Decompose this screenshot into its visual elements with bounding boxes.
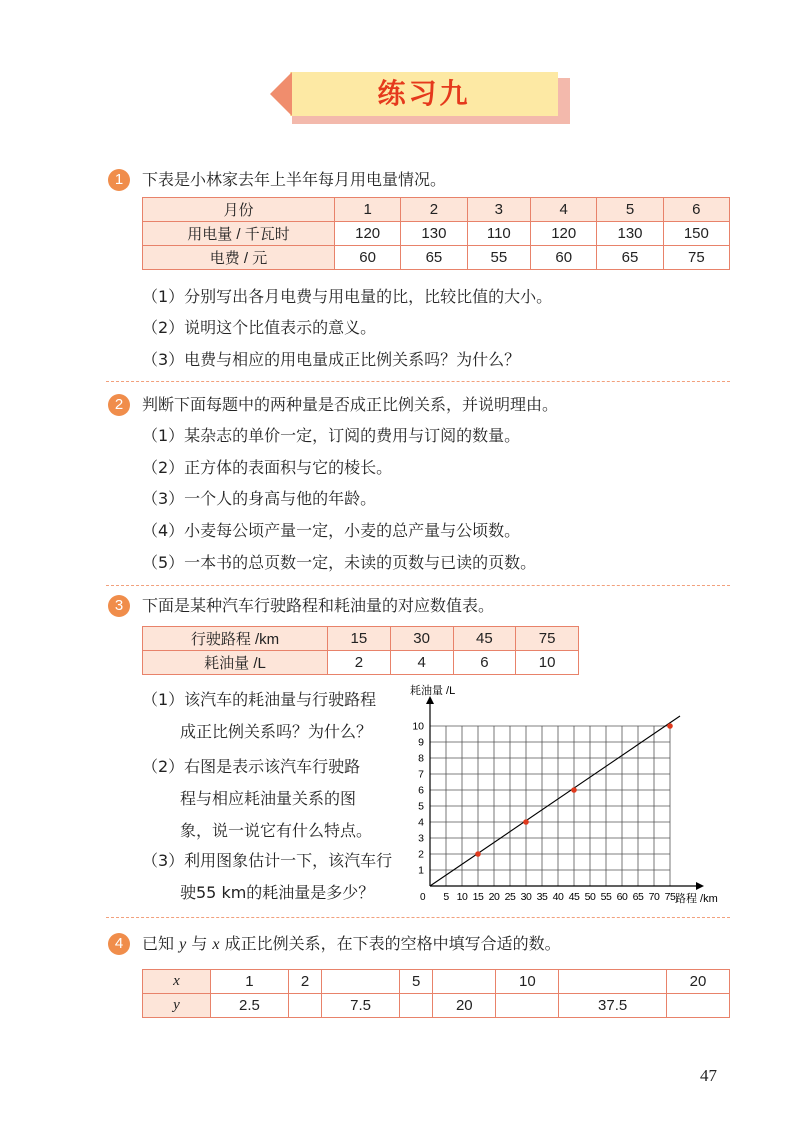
page-title: 练习九 — [377, 77, 471, 110]
question-2-sub-3: （3）一个人的身高与他的年龄。 — [142, 489, 377, 508]
x-tick-label: 30 — [520, 891, 532, 903]
table-cell: 10 — [516, 651, 579, 675]
chart-ticks — [412, 721, 676, 904]
y-tick-label: 7 — [418, 768, 424, 781]
table-cell: 15 — [328, 627, 391, 651]
y-tick-label: 2 — [418, 848, 424, 861]
fuel-distance-chart — [400, 680, 740, 910]
data-point — [523, 819, 529, 825]
y-tick-label: 4 — [418, 816, 424, 829]
y-axis-arrow — [426, 696, 434, 704]
table-cell: 10 — [496, 970, 559, 994]
electricity-table — [142, 197, 730, 270]
question-1-text: 下表是小林家去年上半年每月用电量情况。 — [142, 170, 447, 189]
question-3-sub-1a: （1）该汽车的耗油量与行驶路程 — [142, 690, 377, 709]
table-cell: 75 — [516, 627, 579, 651]
table-row-label: 行驶路程 /km — [143, 627, 328, 651]
table-cell: 65 — [597, 246, 663, 270]
table-row — [143, 222, 730, 246]
question-3-sub-2b: 程与相应耗油量关系的图 — [180, 789, 357, 808]
x-tick-label: 10 — [456, 891, 468, 903]
table-row-label: y — [143, 994, 211, 1018]
question-1-sub-3: （3）电费与相应的用电量成正比例关系吗？为什么？ — [142, 350, 521, 369]
x-tick-label: 15 — [472, 891, 484, 903]
table-cell: 60 — [335, 246, 401, 270]
table-cell: 20 — [666, 970, 729, 994]
table-cell: 2 — [401, 198, 467, 222]
chart-origin-label: 0 — [420, 892, 426, 903]
question-2-sub-4: （4）小麦每公顷产量一定，小麦的总产量与公顷数。 — [142, 521, 521, 540]
table-cell: 75 — [663, 246, 729, 270]
q4-text-mid: 与 — [191, 934, 208, 953]
table-row-label: x — [143, 970, 211, 994]
table-cell: 5 — [597, 198, 663, 222]
banner-arrow-tip — [270, 72, 292, 116]
chart-x-axis-label: 路程 /km — [675, 893, 718, 905]
x-tick-label: 70 — [648, 891, 660, 903]
question-2-sub-1: （1）某杂志的单价一定，订阅的费用与订阅的数量。 — [142, 426, 521, 445]
question-4-text — [142, 933, 561, 956]
table-cell: 55 — [467, 246, 530, 270]
table-cell — [666, 994, 729, 1018]
table-cell: 37.5 — [559, 994, 667, 1018]
y-tick-label: 8 — [418, 752, 424, 765]
q4-text-post: 成正比例关系，在下表的空格中填写合适的数。 — [224, 934, 561, 953]
x-tick-label: 25 — [504, 891, 516, 903]
table-cell: 120 — [531, 222, 597, 246]
table-cell — [288, 994, 321, 1018]
title-banner — [270, 72, 566, 120]
x-tick-label: 55 — [600, 891, 612, 903]
table-cell: 月份 — [143, 198, 335, 222]
table-cell: 20 — [433, 994, 496, 1018]
x-tick-label: 5 — [443, 891, 449, 903]
question-3-sub-3a: （3）利用图象估计一下，该汽车行 — [142, 851, 393, 870]
y-tick-label: 10 — [412, 720, 424, 733]
y-tick-label: 3 — [418, 832, 424, 845]
table-row — [143, 246, 730, 270]
table-cell — [559, 970, 667, 994]
y-tick-label: 6 — [418, 784, 424, 797]
divider — [106, 585, 730, 586]
table-cell: 3 — [467, 198, 530, 222]
divider — [106, 381, 730, 382]
x-tick-label: 35 — [536, 891, 548, 903]
table-cell: 1 — [211, 970, 289, 994]
table-row — [143, 970, 730, 994]
table-cell: 30 — [390, 627, 453, 651]
table-cell: 60 — [531, 246, 597, 270]
question-2-text: 判断下面每题中的两种量是否成正比例关系，并说明理由。 — [142, 395, 559, 414]
table-row-label: 耗油量 /L — [143, 651, 328, 675]
data-line — [430, 716, 680, 886]
question-2-sub-5: （5）一本书的总页数一定，未读的页数与已读的页数。 — [142, 553, 537, 572]
divider — [106, 917, 730, 918]
question-3-sub-2c: 象，说一说它有什么特点。 — [180, 821, 373, 840]
question-3-sub-2a: （2）右图是表示该汽车行驶路 — [142, 757, 361, 776]
table-cell — [322, 970, 400, 994]
table-cell: 4 — [531, 198, 597, 222]
x-tick-label: 40 — [552, 891, 564, 903]
table-cell — [433, 970, 496, 994]
table-cell: 120 — [335, 222, 401, 246]
xy-table — [142, 969, 730, 1018]
y-tick-label: 5 — [418, 800, 424, 813]
table-row — [143, 198, 730, 222]
table-row-label: 电费 / 元 — [143, 246, 335, 270]
table-cell: 2.5 — [211, 994, 289, 1018]
table-cell: 150 — [663, 222, 729, 246]
q4-text-pre: 已知 — [142, 934, 175, 953]
chart-series — [430, 716, 680, 886]
y-tick-label: 9 — [418, 736, 424, 749]
table-cell: 2 — [328, 651, 391, 675]
table-cell: 4 — [390, 651, 453, 675]
x-tick-label: 60 — [616, 891, 628, 903]
x-tick-label: 50 — [584, 891, 596, 903]
question-3-sub-1b: 成正比例关系吗？为什么？ — [180, 722, 373, 741]
x-tick-label: 65 — [632, 891, 644, 903]
q4-var-x: x — [212, 936, 220, 953]
x-tick-label: 45 — [568, 891, 580, 903]
table-cell: 65 — [401, 246, 467, 270]
question-3-sub-3b: 驶55 km的耗油量是多少？ — [180, 883, 375, 902]
data-point — [667, 723, 673, 729]
table-cell: 2 — [288, 970, 321, 994]
page-number: 47 — [700, 1066, 717, 1085]
question-2-sub-2: （2）正方体的表面积与它的棱长。 — [142, 458, 393, 477]
fuel-table — [142, 626, 579, 675]
table-cell: 7.5 — [322, 994, 400, 1018]
question-2-number: 2 — [108, 394, 130, 416]
chart-y-axis-label: 耗油量 /L — [410, 685, 456, 697]
y-tick-label: 1 — [418, 864, 424, 877]
table-row — [143, 994, 730, 1018]
table-cell: 130 — [401, 222, 467, 246]
table-cell: 1 — [335, 198, 401, 222]
table-cell — [400, 994, 433, 1018]
table-cell: 5 — [400, 970, 433, 994]
x-tick-label: 75 — [664, 891, 676, 903]
question-1-sub-2: （2）说明这个比值表示的意义。 — [142, 318, 377, 337]
table-row — [143, 627, 579, 651]
question-1-sub-1: （1）分别写出各月电费与用电量的比，比较比值的大小。 — [142, 287, 553, 306]
x-axis-arrow — [696, 882, 704, 890]
x-tick-label: 20 — [488, 891, 500, 903]
question-4-number: 4 — [108, 933, 130, 955]
table-cell: 130 — [597, 222, 663, 246]
table-row-label: 用电量 / 千瓦时 — [143, 222, 335, 246]
question-3-text: 下面是某种汽车行驶路程和耗油量的对应数值表。 — [142, 596, 495, 615]
table-cell: 45 — [453, 627, 516, 651]
table-cell: 6 — [663, 198, 729, 222]
question-1-number: 1 — [108, 169, 130, 191]
table-cell: 6 — [453, 651, 516, 675]
data-point — [475, 851, 481, 857]
table-cell — [496, 994, 559, 1018]
data-point — [571, 787, 577, 793]
question-3-number: 3 — [108, 595, 130, 617]
table-row — [143, 651, 579, 675]
q4-var-y: y — [179, 936, 187, 953]
table-cell: 110 — [467, 222, 530, 246]
